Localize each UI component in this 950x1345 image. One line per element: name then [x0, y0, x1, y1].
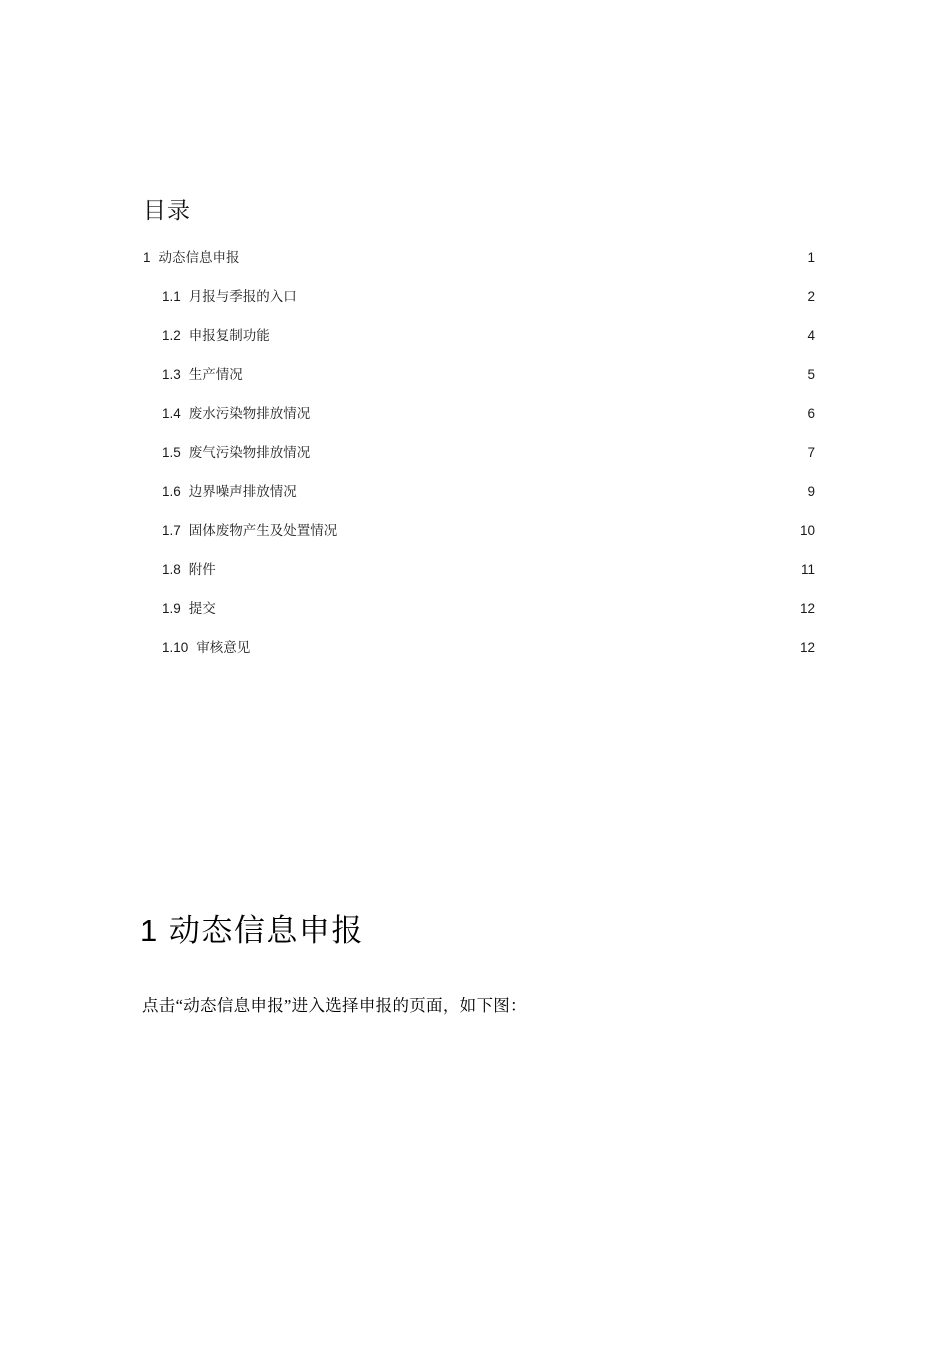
toc-entry-label: 生产情况 [188, 367, 243, 382]
toc-entry[interactable] [143, 628, 815, 667]
toc-entry-page: 12 [799, 601, 815, 616]
toc-entry[interactable] [143, 277, 815, 316]
toc-entry-number: 1.4 [162, 406, 181, 421]
toc-leader-dots [226, 561, 783, 575]
toc-entry[interactable] [143, 550, 815, 589]
toc-entry[interactable] [143, 472, 815, 511]
toc-entry-label: 动态信息申报 [158, 250, 240, 265]
toc-leader-dots [347, 522, 783, 536]
toc-entry-page: 2 [807, 289, 815, 304]
toc-entry-number: 1.10 [162, 640, 189, 655]
toc-entry[interactable] [143, 238, 815, 277]
toc-entry-page: 11 [800, 562, 815, 577]
toc-entry-page: 10 [799, 523, 815, 538]
toc-leader-dots [307, 288, 783, 302]
toc-entry[interactable] [143, 589, 815, 628]
toc-entry-label: 废水污染物排放情况 [188, 406, 311, 421]
toc-entry-label: 废气污染物排放情况 [188, 445, 311, 460]
toc-leader-dots [260, 639, 783, 653]
toc-entry-number: 1.7 [162, 523, 181, 538]
toc-title: 目录 [143, 197, 191, 223]
toc-entry[interactable] [143, 355, 815, 394]
toc-entry-number: 1.1 [162, 289, 181, 304]
toc-leader-dots [280, 327, 783, 341]
toc-entry[interactable] [143, 394, 815, 433]
toc-entry-label: 附件 [188, 562, 216, 577]
toc-entry-label: 审核意见 [196, 640, 251, 655]
toc-leader-dots [320, 405, 783, 419]
toc-leader-dots [226, 600, 783, 614]
toc-entry-label: 固体废物产生及处置情况 [188, 523, 338, 538]
toc-entry-page: 1 [807, 250, 815, 265]
toc-leader-dots [307, 483, 783, 497]
toc-entry-label: 申报复制功能 [188, 328, 270, 343]
body-paragraph: 点击“动态信息申报”进入选择申报的页面，如下图： [142, 996, 527, 1015]
toc-entry-page: 5 [807, 367, 815, 382]
toc-entry-number: 1.5 [162, 445, 181, 460]
toc-entry[interactable] [143, 316, 815, 355]
toc-entry-number: 1 [143, 250, 151, 265]
toc-entry-number: 1.2 [162, 328, 181, 343]
toc-entry-page: 7 [807, 445, 815, 460]
toc-entry-page: 6 [807, 406, 815, 421]
toc-entry-label: 提交 [188, 601, 216, 616]
toc-entry[interactable] [143, 511, 815, 550]
toc-entry-page: 12 [799, 640, 815, 655]
toc-leader-dots [250, 249, 783, 263]
table-of-contents [143, 238, 815, 667]
toc-entry-number: 1.9 [162, 601, 181, 616]
toc-entry-number: 1.8 [162, 562, 181, 577]
toc-entry-number: 1.3 [162, 367, 181, 382]
toc-entry-number: 1.6 [162, 484, 181, 499]
toc-entry-page: 9 [807, 484, 815, 499]
toc-entry-label: 边界噪声排放情况 [188, 484, 297, 499]
toc-leader-dots [320, 444, 783, 458]
toc-entry-label: 月报与季报的入口 [188, 289, 297, 304]
toc-entry-page: 4 [807, 328, 815, 343]
section-heading: 1 动态信息申报 [140, 913, 364, 948]
toc-entry[interactable] [143, 433, 815, 472]
toc-leader-dots [253, 366, 783, 380]
